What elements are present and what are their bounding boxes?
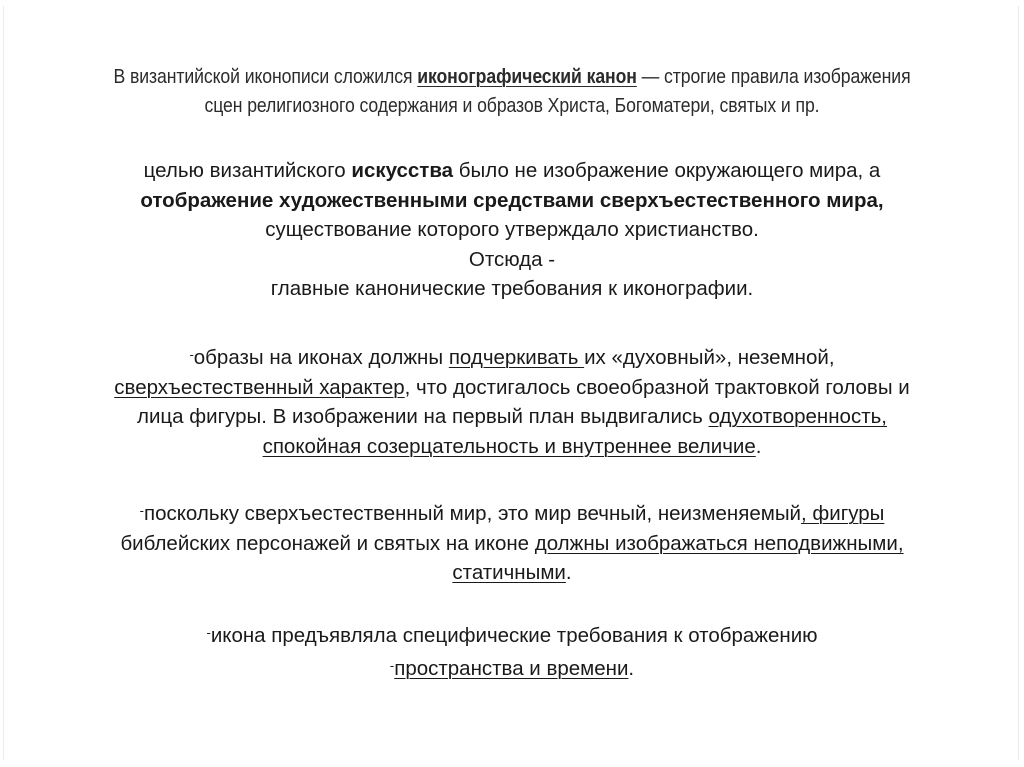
req1-text: . (755, 434, 762, 458)
purpose-line-1 (0, 156, 1024, 186)
req2-line-1 (0, 496, 1024, 529)
req2-text: поскольку сверхъестественный мир, это мир вечный, неизменяемый (143, 502, 802, 525)
req1-underlined: подчеркивать (448, 346, 585, 369)
requirement-2-paragraph (0, 496, 1024, 588)
purpose-line-3: существование которого утверждало христианство. (265, 218, 759, 241)
purpose-line-4: Отсюда - (468, 247, 556, 271)
bullet-dash: - (206, 625, 211, 640)
req3-line-2 (0, 651, 1024, 684)
req3-text: . (628, 656, 635, 680)
art-term: искусства (351, 159, 454, 182)
requirement-1-paragraph (0, 340, 1024, 461)
req2-underlined: статичными (452, 561, 566, 584)
req1-text: их «духовный», неземной, (584, 346, 835, 369)
bullet-dash: - (139, 503, 144, 518)
purpose-paragraph (0, 156, 1024, 304)
intro-paragraph (72, 62, 953, 120)
req1-text: лица фигуры. В изображении на первый план выдвигались (137, 405, 709, 428)
req2-line-3 (0, 558, 1024, 588)
req3-line-1 (0, 618, 1024, 651)
req2-line-2 (0, 529, 1024, 559)
req1-line-2 (0, 373, 1024, 403)
intro-text: — строгие правила изображения (636, 65, 911, 88)
req2-text: . (565, 561, 572, 584)
req1-underlined: одухотворенность, (708, 405, 887, 428)
req1-line-3 (0, 402, 1024, 432)
bullet-dash: - (389, 657, 395, 673)
purpose-text: целью византийского (143, 159, 352, 182)
purpose-line-5: главные канонические требования к иконографии. (270, 277, 754, 300)
req1-underlined: сверхъестественный характер (114, 375, 405, 399)
intro-text: В византийской иконописи сложился (113, 65, 418, 88)
canon-term: иконографический канон (417, 65, 637, 88)
req3-text: икона предъявляла специфические требования к отображению (210, 624, 818, 647)
req1-line-1 (0, 340, 1024, 373)
intro-line-1 (72, 62, 953, 91)
req2-underlined: должны изображаться неподвижными, (534, 531, 904, 555)
req1-text: , что достигалось своеобразной трактовкой головы и (404, 375, 910, 399)
intro-line-2: сцен религиозного содержания и образов Христа, Богоматери, святых и пр. (204, 94, 820, 117)
requirement-3-paragraph (0, 618, 1024, 683)
req1-text: образы на иконах должны (193, 346, 449, 369)
req2-text: библейских персонажей и святых на иконе (120, 531, 535, 555)
req1-line-4 (0, 432, 1024, 462)
bullet-dash: - (189, 347, 194, 362)
purpose-text: было не изображение окружающего мира, а (453, 159, 881, 182)
req3-underlined: пространства и времени (394, 656, 629, 680)
req2-underlined: , фигуры (801, 502, 885, 525)
req1-underlined: спокойная созерцательность и внутреннее величие (262, 434, 756, 458)
purpose-line-2: отображение художественными средствами сверхъестественного мира, (140, 188, 884, 212)
